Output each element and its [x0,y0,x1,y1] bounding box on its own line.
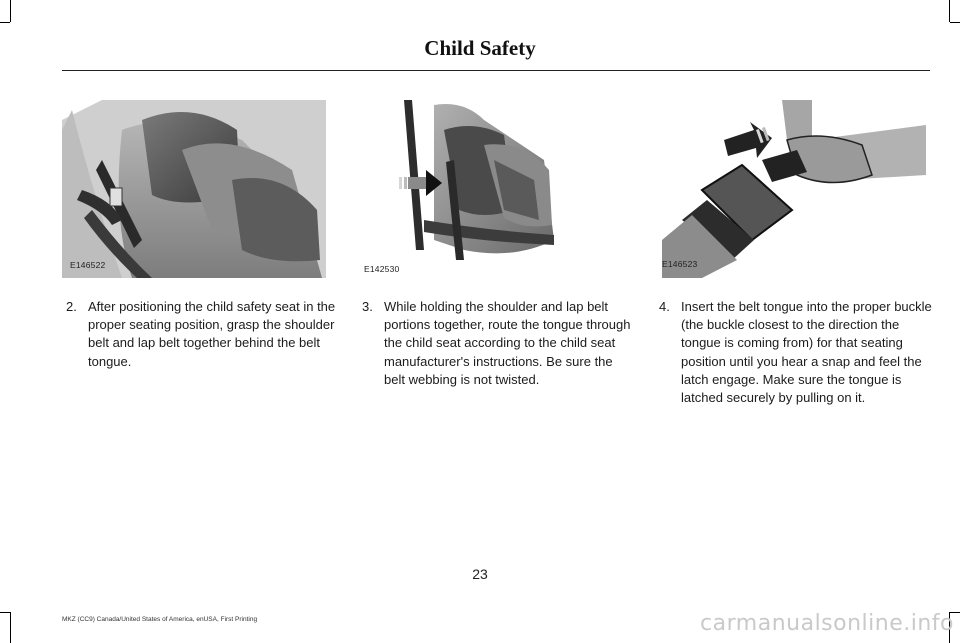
belt-tongue-buckle-illustration [662,100,926,278]
crop-mark [10,0,11,22]
step-4 [659,298,934,407]
crop-mark [10,612,11,643]
step-number: 4. [659,299,670,314]
child-seat-route-tongue-illustration [364,100,628,278]
crop-mark [950,22,960,23]
child-seat-grasp-belt-illustration [62,100,326,278]
figure-child-seat-grasp-belt [62,100,326,278]
figure-code: E146522 [70,260,106,270]
step-number: 2. [66,299,77,314]
crop-mark [0,612,10,613]
page-title: Child Safety [424,36,536,60]
figure-child-seat-route-tongue [364,100,628,278]
step-3 [362,298,637,389]
watermark: carmanualsonline.info [700,611,954,636]
page-number: 23 [472,566,488,582]
step-text: After positioning the child safety seat in the proper seating position, grasp the shoulder belt and lap belt together behind the belt tongue. [88,299,336,369]
step-text: While holding the shoulder and lap belt portions together, route the tongue through the child seat according to the child seat manufacturer's instructions. Be sure the belt webbing is not twisted. [384,299,631,387]
footer-text: MKZ (CC9) Canada/United States of America, enUSA, First Printing [62,616,258,623]
step-text: Insert the belt tongue into the proper buckle (the buckle closest to the direction the tongue is coming from) for that seating position until you hear a snap and feel the latch engage. Make sure the tongue is latched securely by pulling on it. [681,299,932,406]
step-2 [66,298,341,371]
figure-code: E142530 [364,264,400,274]
header-rule [62,70,930,71]
figure-code: E146523 [662,259,698,269]
crop-mark [0,22,10,23]
figure-belt-tongue-buckle [662,100,926,278]
crop-mark [949,0,950,22]
step-number: 3. [362,299,373,314]
